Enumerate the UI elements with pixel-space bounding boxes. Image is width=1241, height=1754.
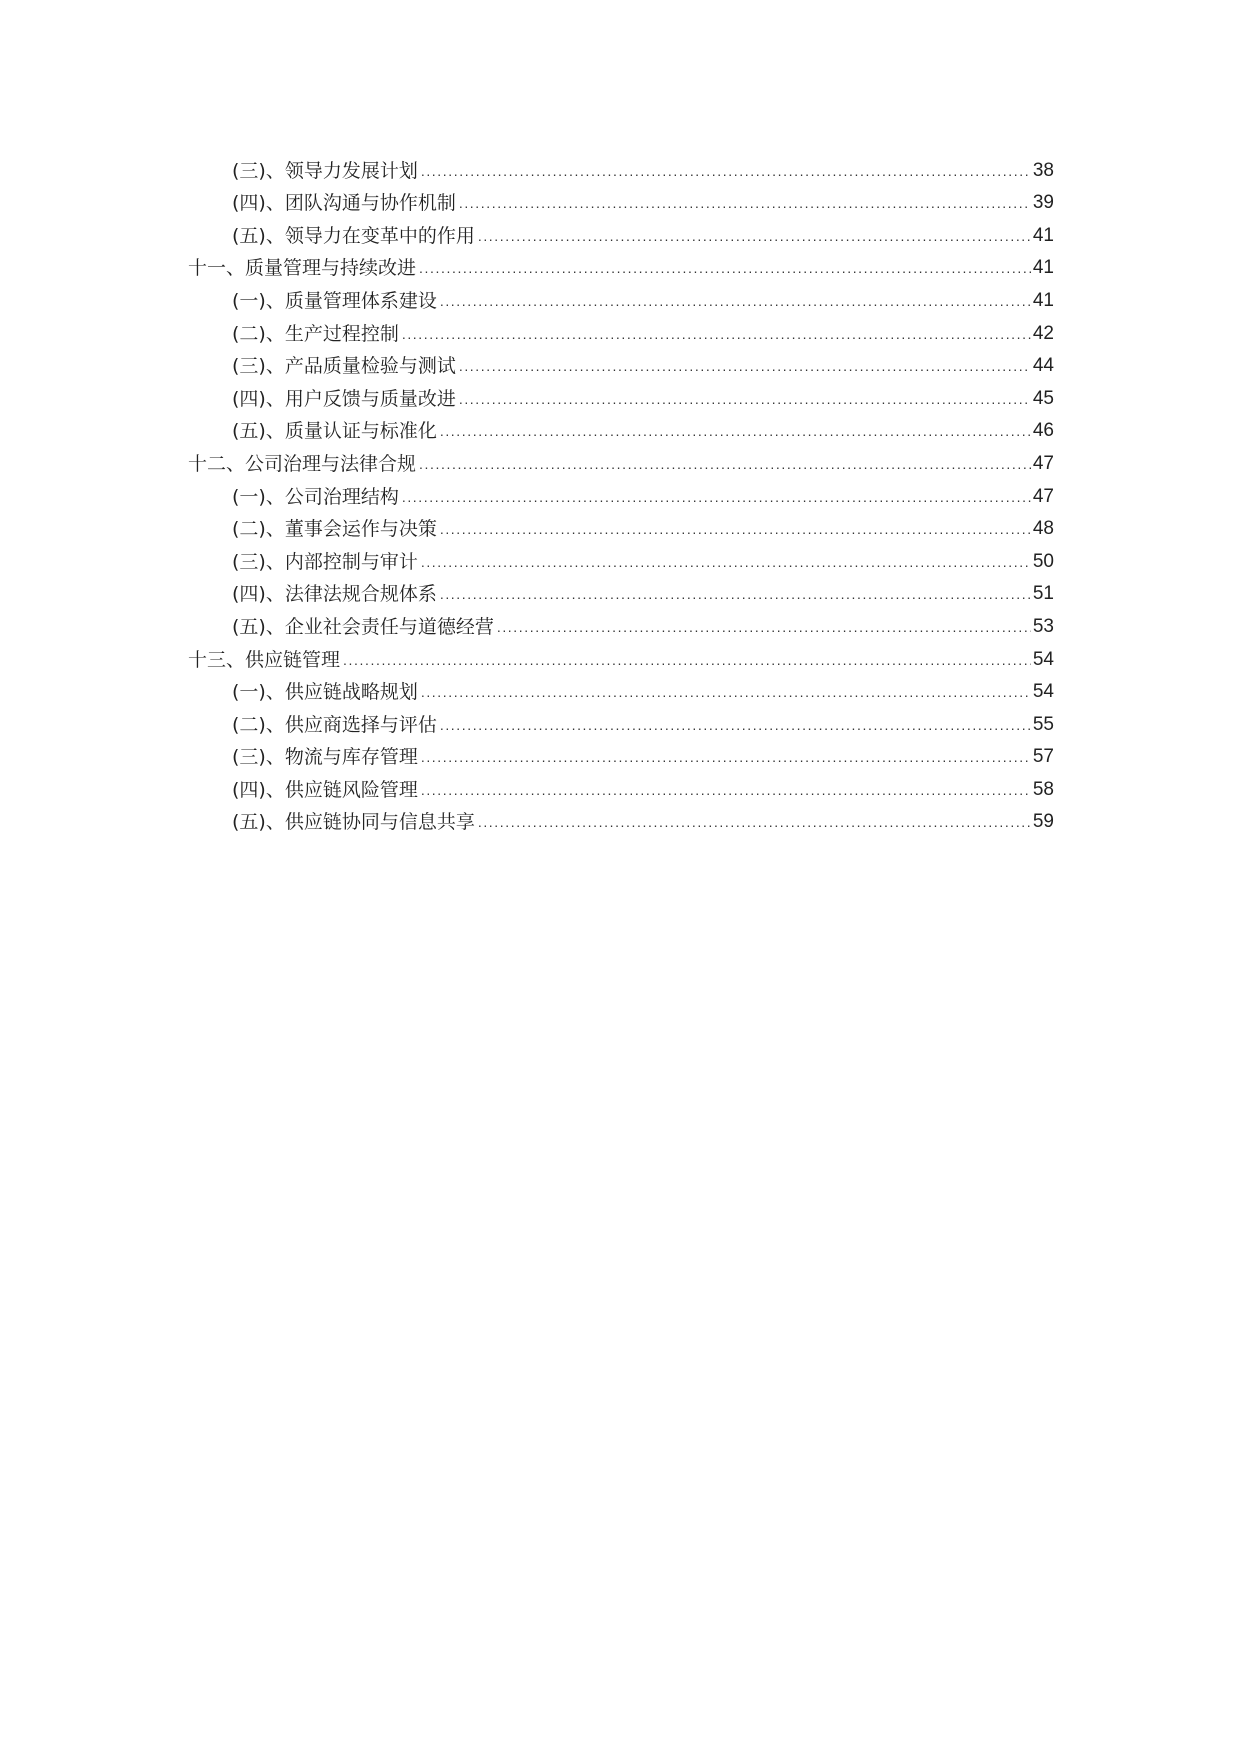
toc-entry-title: (二)、生产过程控制 [232, 322, 399, 345]
toc-entry[interactable] [188, 802, 1054, 835]
toc-entry-title: (二)、供应商选择与评估 [232, 713, 437, 736]
toc-entry-title: (五)、供应链协同与信息共享 [232, 811, 475, 834]
toc-entry-page: 53 [1032, 615, 1054, 637]
toc-entry-page: 54 [1032, 681, 1054, 703]
toc-section-entry[interactable] [188, 443, 1054, 476]
toc-entry-title: (三)、领导力发展计划 [232, 159, 418, 182]
toc-entry-page: 39 [1032, 192, 1054, 214]
toc-entry[interactable] [188, 378, 1054, 411]
toc-entry-title: (一)、供应链战略规划 [232, 681, 418, 704]
toc-section-entry[interactable] [188, 248, 1054, 281]
toc-entry-title: (一)、质量管理体系建设 [232, 289, 437, 312]
toc-entry[interactable] [188, 737, 1054, 770]
toc-entry-page: 47 [1032, 452, 1054, 474]
toc-entry-page: 41 [1032, 257, 1054, 279]
toc-entry-page: 46 [1032, 420, 1054, 442]
toc-entry-page: 51 [1032, 583, 1054, 605]
toc-entry-page: 58 [1032, 778, 1054, 800]
toc-entry-page: 45 [1032, 387, 1054, 409]
toc-dot-leader [497, 615, 1031, 639]
toc-entry-page: 55 [1032, 713, 1054, 735]
toc-dot-leader [402, 485, 1031, 509]
toc-dot-leader [419, 256, 1031, 280]
toc-entry-title: 十三、供应链管理 [188, 648, 341, 671]
toc-entry[interactable] [188, 509, 1054, 542]
toc-entry[interactable] [188, 150, 1054, 183]
toc-dot-leader [421, 680, 1031, 704]
toc-entry-title: (三)、物流与库存管理 [232, 746, 418, 769]
toc-entry-title: (四)、法律法规合规体系 [232, 583, 437, 606]
toc-section-entry[interactable] [188, 639, 1054, 672]
toc-entry-page: 57 [1032, 746, 1054, 768]
toc-entry-page: 54 [1032, 648, 1054, 670]
toc-entry-page: 41 [1032, 224, 1054, 246]
toc-entry-title: (四)、用户反馈与质量改进 [232, 387, 456, 410]
toc-entry-title: (五)、企业社会责任与道德经营 [232, 615, 494, 638]
table-of-contents [188, 150, 1054, 834]
toc-dot-leader [402, 322, 1031, 346]
toc-dot-leader [459, 354, 1031, 378]
toc-entry[interactable] [188, 183, 1054, 216]
toc-dot-leader [421, 550, 1031, 574]
toc-entry[interactable] [188, 769, 1054, 802]
toc-entry-page: 59 [1032, 811, 1054, 833]
toc-dot-leader [459, 387, 1031, 411]
toc-dot-leader [440, 582, 1031, 606]
toc-entry[interactable] [188, 476, 1054, 509]
toc-dot-leader [440, 289, 1031, 313]
toc-dot-leader [343, 648, 1031, 672]
toc-entry[interactable] [188, 215, 1054, 248]
toc-entry-page: 41 [1032, 289, 1054, 311]
toc-entry-page: 38 [1032, 159, 1054, 181]
toc-entry[interactable] [188, 574, 1054, 607]
toc-entry[interactable] [188, 346, 1054, 379]
toc-entry-title: 十二、公司治理与法律合规 [188, 452, 417, 475]
toc-entry-title: (三)、产品质量检验与测试 [232, 355, 456, 378]
toc-entry-title: (二)、董事会运作与决策 [232, 518, 437, 541]
toc-entry[interactable] [188, 411, 1054, 444]
toc-entry-page: 50 [1032, 550, 1054, 572]
toc-entry-title: (四)、供应链风险管理 [232, 778, 418, 801]
toc-entry[interactable] [188, 541, 1054, 574]
toc-entry-page: 47 [1032, 485, 1054, 507]
toc-dot-leader [478, 810, 1031, 834]
toc-entry-title: (五)、领导力在变革中的作用 [232, 224, 475, 247]
toc-dot-leader [478, 224, 1031, 248]
toc-dot-leader [421, 745, 1031, 769]
toc-dot-leader [459, 191, 1031, 215]
toc-entry-page: 48 [1032, 518, 1054, 540]
toc-dot-leader [421, 159, 1031, 183]
toc-entry-page: 42 [1032, 322, 1054, 344]
toc-entry-title: (三)、内部控制与审计 [232, 550, 418, 573]
toc-entry-title: (四)、团队沟通与协作机制 [232, 192, 456, 215]
toc-entry[interactable] [188, 704, 1054, 737]
toc-entry[interactable] [188, 280, 1054, 313]
toc-entry[interactable] [188, 606, 1054, 639]
toc-dot-leader [440, 713, 1031, 737]
toc-entry-page: 44 [1032, 355, 1054, 377]
toc-entry-title: 十一、质量管理与持续改进 [188, 257, 417, 280]
toc-dot-leader [419, 452, 1031, 476]
toc-dot-leader [440, 517, 1031, 541]
toc-entry-title: (五)、质量认证与标准化 [232, 420, 437, 443]
toc-entry[interactable] [188, 672, 1054, 705]
toc-entry-title: (一)、公司治理结构 [232, 485, 399, 508]
toc-entry[interactable] [188, 313, 1054, 346]
toc-dot-leader [440, 419, 1031, 443]
toc-dot-leader [421, 778, 1031, 802]
